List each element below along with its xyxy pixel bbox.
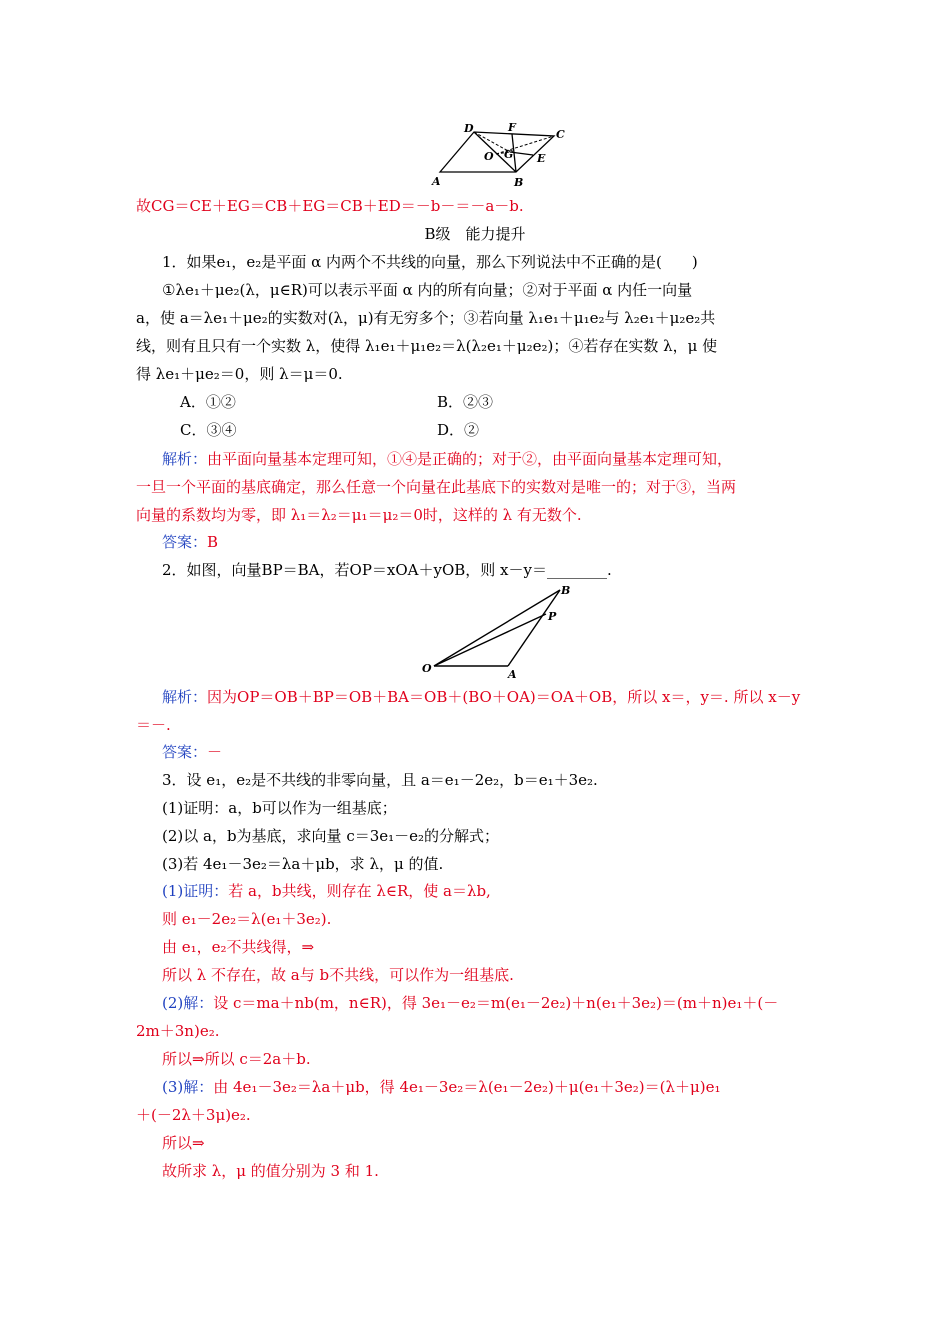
q1-line3: a，使 a＝λe₁＋μe₂的实数对(λ，μ)有无穷多个；③若向量 λ₁e₁＋μ₁e₂与 λ₂e₁＋μ₂e₂共 <box>136 309 716 327</box>
q3-solution3-line2: ＋(－2λ＋3μ)e₂. <box>136 1106 251 1124</box>
q2-answer-label: 答案： <box>162 743 208 761</box>
section-title: B级 能力提升 <box>424 225 526 243</box>
q1-line5: 得 λe₁＋μe₂＝0，则 λ＝μ＝0. <box>136 365 343 383</box>
q3-solution1-line3: 由 e₁，e₂不共线得，⇒ <box>162 938 315 956</box>
label-b: B <box>514 176 524 189</box>
label-b2: B <box>561 584 571 597</box>
q3-part1: (1)证明：a，b可以作为一组基底； <box>162 799 397 817</box>
q3-solution1-line1 <box>162 881 491 901</box>
segment-op <box>434 614 546 666</box>
q1-jiexi-label: 解析： <box>162 450 208 468</box>
q3-solution1-line2: 则 e₁－2e₂＝λ(e₁＋3e₂). <box>162 910 332 928</box>
label-o: O <box>484 150 494 163</box>
label-f: F <box>508 122 516 134</box>
q1-line4: 线，则有且只有一个实数 λ，使得 λ₁e₁＋μ₁e₂＝λ(λ₂e₁＋μ₂e₂)；④若存在实数 λ，μ 使 <box>136 337 718 355</box>
q2-jiexi-label: 解析： <box>162 688 208 706</box>
q3-solution1-text: 若 a，b共线，则存在 λ∈R，使 a＝λb, <box>228 882 491 900</box>
label-d: D <box>464 122 474 135</box>
label-o2: O <box>422 662 432 675</box>
q3-part2: (2)以 a，b为基底，求向量 c＝3e₁－e₂的分解式； <box>162 827 500 845</box>
label-a: A <box>432 175 441 188</box>
label-p: P <box>548 610 557 623</box>
q3-solution3-line1 <box>162 1077 720 1097</box>
q2-stem: 2．如图，向量BP＝BA，若OP＝xOA＋yOB，则 x－y＝________. <box>162 561 612 579</box>
q1-jiexi-text1: 由平面向量基本定理可知，①④是正确的；对于②，由平面向量基本定理可知， <box>207 450 733 468</box>
q2-answer-value: － <box>207 743 223 761</box>
q2-answer <box>162 742 222 762</box>
q3-part3: (3)若 4e₁－3e₂＝λa＋μb，求 λ，μ 的值. <box>162 855 444 873</box>
q3-solution3-line3: 所以⇒ <box>162 1134 205 1152</box>
q2-jiexi-line1 <box>162 687 800 707</box>
cg-expression: 故CG＝CE＋EG＝CB＋EG＝CB＋ED＝－b－＝－a－b. <box>136 197 524 215</box>
q1-jiexi-line1 <box>162 449 732 469</box>
label-e: E <box>537 152 546 165</box>
q3-solution1-line4: 所以 λ 不存在，故 a与 b不共线，可以作为一组基底. <box>162 966 514 984</box>
segment-ob <box>434 590 560 666</box>
q3-solution3-line4: 故所求 λ，μ 的值分别为 3 和 1. <box>162 1162 379 1180</box>
q1-jiexi-line3: 向量的系数均为零，即 λ₁＝λ₂＝μ₁＝μ₂＝0时，这样的 λ 有无数个. <box>136 506 582 524</box>
q3-solution2-line2: 2m＋3n)e₂. <box>136 1022 220 1040</box>
label-a2: A <box>508 668 517 680</box>
q1-option-b: B．②③ <box>437 393 494 411</box>
q1-option-a: A．①② <box>180 393 236 411</box>
q3-solution3-text: 由 4e₁－3e₂＝λa＋μb，得 4e₁－3e₂＝λ(e₁－2e₂)＋μ(e₁＋3e₂)＝(λ＋μ)e₁ <box>213 1078 721 1096</box>
q1-answer <box>162 532 218 552</box>
q1-option-c: C．③④ <box>180 421 237 439</box>
q3-solution2-label: (2)解： <box>162 994 214 1012</box>
q3-solution3-label: (3)解： <box>162 1078 214 1096</box>
q3-stem: 3．设 e₁，e₂是不共线的非零向量，且 a＝e₁－2e₂，b＝e₁＋3e₂. <box>162 771 598 789</box>
label-g: G <box>504 148 514 161</box>
q3-solution1-label: (1)证明： <box>162 882 229 900</box>
q1-jiexi-line2: 一旦一个平面的基底确定，那么任意一个向量在此基底下的实数对是唯一的；对于③，当两 <box>136 478 737 496</box>
q1-option-d: D．② <box>437 421 480 439</box>
q3-solution2-line1 <box>162 993 778 1013</box>
q1-answer-label: 答案： <box>162 533 208 551</box>
q2-jiexi-line2: ＝－. <box>136 716 171 734</box>
q2-jiexi-text1: 因为OP＝OB＋BP＝OB＋BA＝OB＋(BO＋OA)＝OA＋OB，所以 x＝，y＝. 所以 x－y <box>207 688 801 706</box>
figure-triangle <box>418 584 578 680</box>
q3-solution2-line3: 所以⇒所以 c＝2a＋b. <box>162 1050 311 1068</box>
q1-line2: ①λe₁＋μe₂(λ，μ∈R)可以表示平面 α 内的所有向量；②对于平面 α 内任一向量 <box>162 281 693 299</box>
label-c: C <box>556 128 565 141</box>
q3-solution2-text: 设 c＝ma＋nb(m，n∈R)，得 3e₁－e₂＝m(e₁－2e₂)＋n(e₁＋3e₂)＝(m＋n)e₁＋(－ <box>213 994 779 1012</box>
q1-stem: 1．如果e₁，e₂是平面 α 内两个不共线的向量，那么下列说法中不正确的是( ) <box>162 253 698 271</box>
figure-parallelogram <box>428 122 568 190</box>
q1-answer-value: B <box>207 533 219 551</box>
